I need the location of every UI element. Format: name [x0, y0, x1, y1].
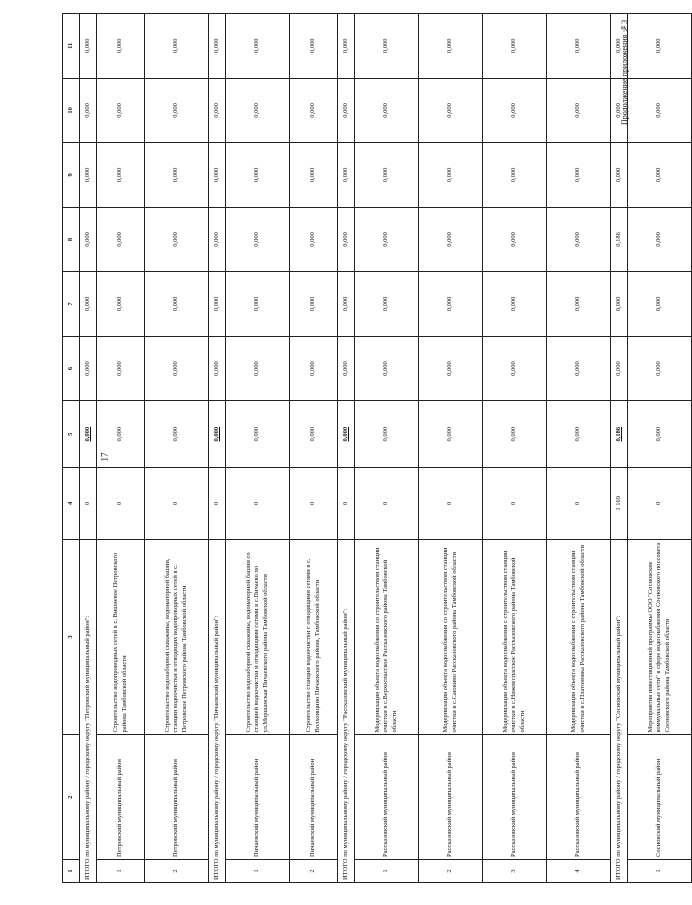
cell-c8: 0,000	[290, 207, 338, 272]
cell-c11: 0,000	[611, 14, 628, 79]
cell-c10: 0,000	[80, 78, 97, 143]
cell-c6: 0,000	[80, 336, 97, 401]
cell-c11: 0,000	[338, 14, 355, 79]
cell-c4: 0	[290, 468, 338, 539]
cell-c7: 0,000	[97, 272, 145, 337]
continuation-note: Продолжение приложения №3	[620, 20, 629, 126]
cell-c6: 0,000	[209, 336, 226, 401]
cell-c7: 0,000	[80, 272, 97, 337]
cell-c10: 0,000	[290, 78, 338, 143]
cell-c11: 0,000	[80, 14, 97, 79]
cell-c7: 0,000	[226, 272, 290, 337]
cell-c10: 0,000	[226, 78, 290, 143]
cell-c7: 0,000	[145, 272, 209, 337]
district-name: Рассказовский муниципальный район	[483, 735, 547, 859]
table-body	[63, 14, 692, 883]
cell-c4: 0	[547, 468, 611, 539]
rotated-table-wrapper	[62, 13, 692, 883]
district-name: Рассказовский муниципальный район	[547, 735, 611, 859]
table-row	[419, 14, 483, 883]
total-row	[209, 14, 226, 883]
project-name: Мероприятия инвестиционной программы ООО "Сосновские коммунальные сети" в сфере водоснабжения Сосновского поссовета Сосновского района Тамбовской области	[628, 539, 692, 735]
cell-c4: 0	[338, 468, 355, 539]
table-row	[97, 14, 145, 883]
cell-c8: 0,000	[80, 207, 97, 272]
total-label: ИТОГО по муниципальному району / городскому округу "Пичаевский муниципальный район":	[209, 539, 226, 882]
cell-c6: 0,000	[145, 336, 209, 401]
column-number: 5	[63, 401, 80, 468]
district-name: Петровский муниципальный район	[97, 735, 145, 859]
cell-c5: 0,000	[547, 401, 611, 468]
cell-c10: 0,000	[145, 78, 209, 143]
cell-c4: 0	[145, 468, 209, 539]
cell-c7: 0,000	[290, 272, 338, 337]
cell-c6: 0,000	[483, 336, 547, 401]
cell-c11: 0,000	[547, 14, 611, 79]
cell-c8: 0,186	[611, 207, 628, 272]
cell-c9: 0,000	[483, 143, 547, 208]
district-name: Пичаевский муниципальный район	[226, 735, 290, 859]
cell-c10: 0,000	[628, 78, 692, 143]
row-number: 2	[290, 859, 338, 882]
cell-c11: 0,000	[290, 14, 338, 79]
project-name: Модернизация объекта водоснабжения со строительством станции очистки в с.Саюкино Рассказовского района Тамбовской области	[419, 539, 483, 735]
cell-c9: 0,000	[80, 143, 97, 208]
row-number: 1	[97, 859, 145, 882]
column-number: 10	[63, 78, 80, 143]
cell-c11: 0,000	[97, 14, 145, 79]
cell-c9: 0,000	[226, 143, 290, 208]
project-name: Модернизация объекта водоснабжения с строительством станции очистки в с.Платоновка Рассказовского района Тамбовской области	[547, 539, 611, 735]
district-name: Петровский муниципальный район	[145, 735, 209, 859]
cell-c8: 0,000	[628, 207, 692, 272]
cell-c5: 0,000	[355, 401, 419, 468]
cell-c10: 0,000	[483, 78, 547, 143]
cell-c9: 0,000	[209, 143, 226, 208]
cell-c6: 0,000	[97, 336, 145, 401]
column-number: 3	[63, 539, 80, 735]
column-number: 4	[63, 468, 80, 539]
cell-c4: 1 169	[611, 468, 628, 539]
cell-c6: 0,000	[290, 336, 338, 401]
table-row	[547, 14, 611, 883]
cell-c5: 0,186	[611, 401, 628, 468]
cell-c11: 0,000	[226, 14, 290, 79]
cell-c8: 0,000	[209, 207, 226, 272]
cell-c11: 0,000	[419, 14, 483, 79]
cell-c6: 0,000	[226, 336, 290, 401]
cell-c11: 0,000	[355, 14, 419, 79]
cell-c9: 0,000	[338, 143, 355, 208]
row-number: 2	[419, 859, 483, 882]
cell-c5: 0,000	[209, 401, 226, 468]
cell-c10: 0,000	[209, 78, 226, 143]
total-label: ИТОГО по муниципальному району / городскому округу "Рассказовский муниципальный район":	[338, 539, 355, 882]
table-row	[355, 14, 419, 883]
table-row	[290, 14, 338, 883]
cell-c11: 0,000	[145, 14, 209, 79]
district-name: Пичаевский муниципальный район	[290, 735, 338, 859]
cell-c6: 0,000	[628, 336, 692, 401]
cell-c8: 0,000	[483, 207, 547, 272]
table-row	[483, 14, 547, 883]
cell-c11: 0,000	[483, 14, 547, 79]
cell-c5: 0,000	[628, 401, 692, 468]
project-name: Модернизация объекта водоснабжения со строительством станции очистки в с.Верхоспасское Рассказовского района Тамбовской области	[355, 539, 419, 735]
cell-c7: 0,000	[547, 272, 611, 337]
total-row	[80, 14, 97, 883]
cell-c5: 0,000	[226, 401, 290, 468]
cell-c7: 0,000	[209, 272, 226, 337]
table-row	[145, 14, 209, 883]
cell-c4: 0	[628, 468, 692, 539]
cell-c5: 0,000	[338, 401, 355, 468]
cell-c4: 0	[355, 468, 419, 539]
cell-c7: 0,000	[611, 272, 628, 337]
cell-c10: 0,000	[355, 78, 419, 143]
cell-c9: 0,000	[419, 143, 483, 208]
cell-c10: 0,000	[419, 78, 483, 143]
cell-c8: 0,000	[547, 207, 611, 272]
page-number: 17	[99, 452, 110, 462]
cell-c7: 0,000	[355, 272, 419, 337]
cell-c4: 0	[80, 468, 97, 539]
column-number: 11	[63, 14, 80, 79]
row-number: 2	[145, 859, 209, 882]
district-name: Сосновский муниципальный район	[628, 735, 692, 859]
project-name: Строительство водозаборной скважины, водонапорной башни со станцией водоочистки и отводящими сетями в с.Пичаево по ул.Моршанская Пичаевского района Тамбовской области	[226, 539, 290, 735]
cell-c9: 0,000	[290, 143, 338, 208]
cell-c6: 0,000	[338, 336, 355, 401]
cell-c6: 0,000	[355, 336, 419, 401]
column-number: 8	[63, 207, 80, 272]
column-number: 2	[63, 735, 80, 859]
cell-c4: 0	[419, 468, 483, 539]
cell-c10: 0,000	[611, 78, 628, 143]
cell-c10: 0,000	[338, 78, 355, 143]
row-number: 4	[547, 859, 611, 882]
cell-c4: 0	[226, 468, 290, 539]
cell-c7: 0,000	[338, 272, 355, 337]
cell-c10: 0,000	[97, 78, 145, 143]
cell-c5: 0,000	[80, 401, 97, 468]
cell-c10: 0,000	[547, 78, 611, 143]
cell-c11: 0,000	[209, 14, 226, 79]
cell-c8: 0,000	[145, 207, 209, 272]
total-label: ИТОГО по муниципальному району / городскому округу "Сосновский муниципальный район":	[611, 539, 628, 882]
project-name: Строительство водозаборной скважины, водонапорной башни, станции водоочистки и отводящих водопроводных сетей в с. Петровское Петровского района Тамбовской области	[145, 539, 209, 735]
row-number: 1	[355, 859, 419, 882]
cell-c6: 0,000	[611, 336, 628, 401]
column-number: 1	[63, 859, 80, 882]
cell-c8: 0,000	[338, 207, 355, 272]
cell-c5: 0,000	[419, 401, 483, 468]
cell-c4: 0	[97, 468, 145, 539]
cell-c5: 0,000	[97, 401, 145, 468]
cell-c11: 0,000	[628, 14, 692, 79]
table-row	[628, 14, 692, 883]
data-table	[62, 13, 692, 883]
row-number: 1	[226, 859, 290, 882]
project-name: Строительство станции водоочистки с отводящими сетями в с. Волхонщино Пичаевского района, Тамбовской области	[290, 539, 338, 735]
cell-c7: 0,000	[628, 272, 692, 337]
column-number: 6	[63, 336, 80, 401]
total-row	[338, 14, 355, 883]
cell-c9: 0,000	[547, 143, 611, 208]
cell-c7: 0,000	[419, 272, 483, 337]
district-name: Рассказовский муниципальный район	[355, 735, 419, 859]
row-number: 1	[628, 859, 692, 882]
cell-c9: 0,000	[628, 143, 692, 208]
column-number: 7	[63, 272, 80, 337]
cell-c8: 0,000	[226, 207, 290, 272]
project-name: Строительство водопроводных сетей в с. Вишневое Петровского района Тамбовской области	[97, 539, 145, 735]
cell-c6: 0,000	[419, 336, 483, 401]
column-number-row	[63, 14, 80, 883]
cell-c9: 0,000	[97, 143, 145, 208]
cell-c8: 0,000	[355, 207, 419, 272]
cell-c5: 0,000	[145, 401, 209, 468]
row-number: 3	[483, 859, 547, 882]
total-label: ИТОГО по муниципальному району / городскому округу "Петровский муниципальный район":	[80, 539, 97, 882]
column-number: 9	[63, 143, 80, 208]
cell-c5: 0,000	[290, 401, 338, 468]
cell-c4: 0	[483, 468, 547, 539]
cell-c8: 0,000	[97, 207, 145, 272]
cell-c5: 0,000	[483, 401, 547, 468]
cell-c9: 0,000	[611, 143, 628, 208]
cell-c9: 0,000	[355, 143, 419, 208]
cell-c9: 0,000	[145, 143, 209, 208]
total-row	[611, 14, 628, 883]
cell-c4: 0	[209, 468, 226, 539]
district-name: Рассказовский муниципальный район	[419, 735, 483, 859]
cell-c7: 0,000	[483, 272, 547, 337]
table-row	[226, 14, 290, 883]
cell-c8: 0,000	[419, 207, 483, 272]
cell-c6: 0,000	[547, 336, 611, 401]
project-name: Модернизация объекта водоснабжения с строительством станции очистки в с.Нижнеспасское Рассказовского района Тамбовской области	[483, 539, 547, 735]
